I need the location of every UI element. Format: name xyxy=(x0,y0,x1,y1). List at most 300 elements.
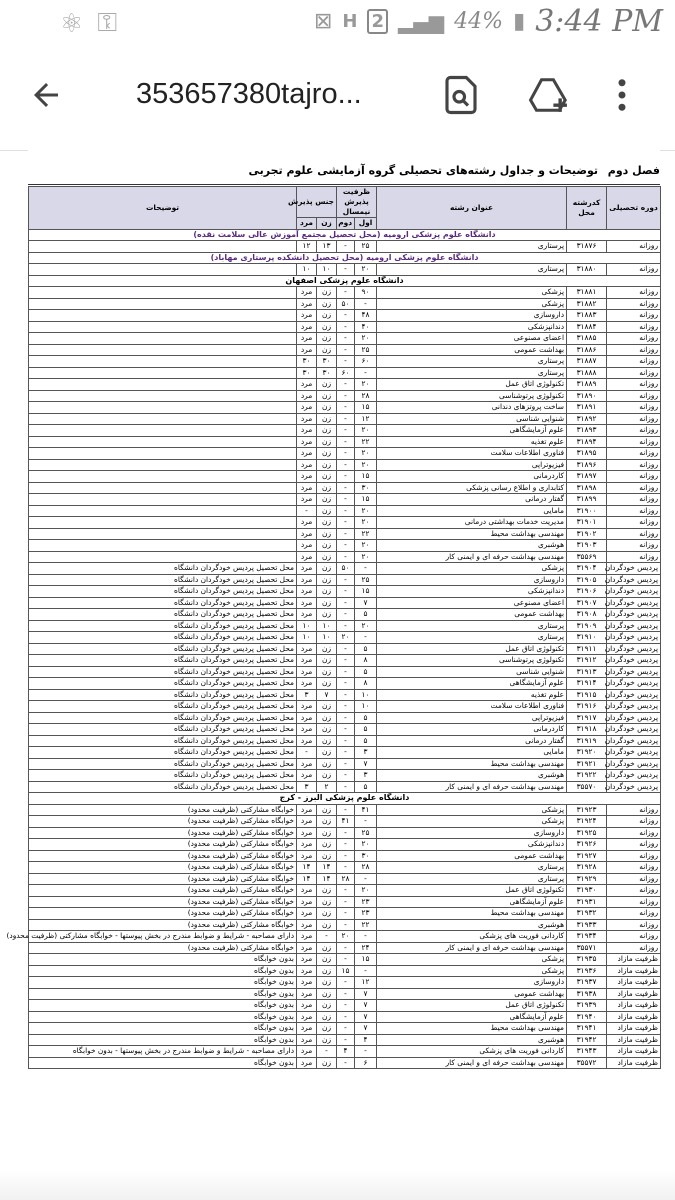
title-cell: پرستاری xyxy=(377,620,567,632)
male-cell: ۱۴ xyxy=(297,862,317,874)
table-row xyxy=(29,425,661,437)
cap-second-cell: - xyxy=(337,678,355,690)
notes-cell: محل تحصیل پردیس خودگردان دانشگاه xyxy=(29,609,297,621)
table-row xyxy=(29,620,661,632)
male-cell: مرد xyxy=(297,597,317,609)
title-cell: داروسازی xyxy=(377,977,567,989)
code-cell: ۳۱۸۹۴ xyxy=(567,436,607,448)
table-row xyxy=(29,298,661,310)
code-cell: ۳۱۹۱۷ xyxy=(567,712,607,724)
code-cell: ۳۱۹۰۷ xyxy=(567,597,607,609)
cap-second-cell: - xyxy=(337,942,355,954)
cap-first-cell: ۷ xyxy=(355,758,377,770)
back-button[interactable] xyxy=(28,76,76,124)
cap-first-cell: ۲۰ xyxy=(355,379,377,391)
title-cell: پزشکی xyxy=(377,287,567,299)
code-cell: ۳۱۸۹۱ xyxy=(567,402,607,414)
add-to-drive-button[interactable] xyxy=(528,74,576,122)
female-cell: زن xyxy=(317,528,337,540)
male-cell: مرد xyxy=(297,666,317,678)
cap-second-cell: - xyxy=(337,402,355,414)
female-cell: زن xyxy=(317,770,337,782)
code-cell: ۳۱۸۹۹ xyxy=(567,494,607,506)
col-male: مرد xyxy=(297,218,317,230)
female-cell: زن xyxy=(317,517,337,529)
university-row xyxy=(29,252,661,264)
cap-first-cell: ۷ xyxy=(355,1011,377,1023)
male-cell: مرد xyxy=(297,482,317,494)
course-cell: روزانه xyxy=(607,850,661,862)
cap-second-cell: - xyxy=(337,643,355,655)
table-row xyxy=(29,540,661,552)
title-cell: فناوری اطلاعات سلامت xyxy=(377,448,567,460)
male-cell: ۳ xyxy=(297,689,317,701)
title-cell: داروسازی xyxy=(377,310,567,322)
female-cell: زن xyxy=(317,379,337,391)
male-cell: مرد xyxy=(297,839,317,851)
cap-first-cell: ۴۰ xyxy=(355,321,377,333)
female-cell: زن xyxy=(317,896,337,908)
cap-first-cell: ۲۲ xyxy=(355,436,377,448)
course-cell: روزانه xyxy=(607,379,661,391)
col-cap-first: اول xyxy=(355,218,377,230)
male-cell: مرد xyxy=(297,678,317,690)
notes-cell xyxy=(29,287,297,299)
male-cell: مرد xyxy=(297,436,317,448)
male-cell: مرد xyxy=(297,551,317,563)
female-cell: زن xyxy=(317,954,337,966)
female-cell: زن xyxy=(317,482,337,494)
table-row xyxy=(29,896,661,908)
male-cell: مرد xyxy=(297,724,317,736)
title-cell: داروسازی xyxy=(377,827,567,839)
cap-second-cell: - xyxy=(337,896,355,908)
female-cell: زن xyxy=(317,839,337,851)
cap-second-cell: - xyxy=(337,241,355,253)
female-cell: زن xyxy=(317,643,337,655)
col-gender: جنس پذیرش xyxy=(297,187,337,218)
cap-second-cell: - xyxy=(337,264,355,276)
female-cell: زن xyxy=(317,1000,337,1012)
table-row xyxy=(29,310,661,322)
cap-first-cell: ۲۲ xyxy=(355,528,377,540)
course-cell: روزانه xyxy=(607,471,661,483)
course-cell: روزانه xyxy=(607,344,661,356)
university-row xyxy=(29,275,661,287)
notes-cell: محل تحصیل پردیس خودگردان دانشگاه xyxy=(29,701,297,713)
code-cell: ۳۱۹۲۳ xyxy=(567,804,607,816)
course-cell: روزانه xyxy=(607,827,661,839)
male-cell: مرد xyxy=(297,402,317,414)
cap-second-cell: - xyxy=(337,620,355,632)
notes-cell: خوابگاه مشارکتی (ظرفیت محدود) xyxy=(29,885,297,897)
title-cell: گفتار درمانی xyxy=(377,494,567,506)
table-row xyxy=(29,770,661,782)
title-cell: ساخت پروتزهای دندانی xyxy=(377,402,567,414)
male-cell: مرد xyxy=(297,1011,317,1023)
title-cell: مهندسی بهداشت محیط xyxy=(377,528,567,540)
cap-second-cell: - xyxy=(337,804,355,816)
cap-first-cell: ۲۰ xyxy=(355,425,377,437)
cap-first-cell: ۲۰ xyxy=(355,333,377,345)
course-cell: پردیس خودگردان xyxy=(607,643,661,655)
add-to-drive-icon xyxy=(528,74,572,116)
female-cell: ۱۰ xyxy=(317,264,337,276)
notes-cell: خوابگاه مشارکتی (ظرفیت محدود) xyxy=(29,850,297,862)
title-cell: پرستاری xyxy=(377,356,567,368)
cap-first-cell: ۴۱ xyxy=(355,804,377,816)
code-cell: ۳۱۹۳۴ xyxy=(567,931,607,943)
code-cell: ۳۵۵۷۲ xyxy=(567,1057,607,1069)
title-cell: پزشکی xyxy=(377,804,567,816)
title-cell: هوشبری xyxy=(377,1034,567,1046)
female-cell: زن xyxy=(317,1034,337,1046)
notes-cell: خوابگاه مشارکتی (ظرفیت محدود) xyxy=(29,827,297,839)
female-cell: زن xyxy=(317,402,337,414)
code-cell: ۳۱۹۳۰ xyxy=(567,885,607,897)
cap-first-cell: ۵ xyxy=(355,724,377,736)
title-cell: بهداشت عمومی xyxy=(377,344,567,356)
title-cell: پزشکی xyxy=(377,965,567,977)
title-cell: پزشکی xyxy=(377,816,567,828)
male-cell: مرد xyxy=(297,896,317,908)
male-cell: ۱۰ xyxy=(297,264,317,276)
title-cell: علوم آزمایشگاهی xyxy=(377,425,567,437)
table-row xyxy=(29,655,661,667)
cap-first-cell: ۵ xyxy=(355,712,377,724)
course-cell: پردیس خودگردان xyxy=(607,701,661,713)
course-cell: ظرفیت مازاد xyxy=(607,1057,661,1069)
cap-second-cell: - xyxy=(337,390,355,402)
notes-cell: محل تحصیل پردیس خودگردان دانشگاه xyxy=(29,563,297,575)
cap-first-cell: ۲۰ xyxy=(355,448,377,460)
male-cell: مرد xyxy=(297,965,317,977)
course-cell: روزانه xyxy=(607,517,661,529)
cap-second-cell: - xyxy=(337,908,355,920)
notes-cell: بدون خوابگاه xyxy=(29,977,297,989)
notes-cell: بدون خوابگاه xyxy=(29,1011,297,1023)
female-cell: ۳۰ xyxy=(317,356,337,368)
table-row xyxy=(29,873,661,885)
cap-first-cell: - xyxy=(355,873,377,885)
table-row xyxy=(29,758,661,770)
cap-first-cell: ۲۰ xyxy=(355,517,377,529)
title-cell: مهندسی بهداشت حرفه ای و ایمنی کار xyxy=(377,781,567,793)
title-cell: پرستاری xyxy=(377,862,567,874)
course-cell: ظرفیت مازاد xyxy=(607,1046,661,1058)
female-cell: زن xyxy=(317,850,337,862)
female-cell: زن xyxy=(317,425,337,437)
cap-first-cell: ۲۳ xyxy=(355,896,377,908)
course-cell: روزانه xyxy=(607,436,661,448)
table-row xyxy=(29,597,661,609)
cap-first-cell: ۱۵ xyxy=(355,402,377,414)
female-cell: زن xyxy=(317,747,337,759)
female-cell: زن xyxy=(317,563,337,575)
cap-first-cell: ۱۰ xyxy=(355,701,377,713)
course-cell: ظرفیت مازاد xyxy=(607,988,661,1000)
cap-second-cell: - xyxy=(337,333,355,345)
female-cell: زن xyxy=(317,344,337,356)
code-cell: ۳۱۹۳۸ xyxy=(567,988,607,1000)
course-cell: ظرفیت مازاد xyxy=(607,977,661,989)
cap-second-cell: - xyxy=(337,735,355,747)
bottom-edge xyxy=(0,1170,675,1200)
cap-first-cell: - xyxy=(355,367,377,379)
table-row xyxy=(29,781,661,793)
cap-first-cell: ۵ xyxy=(355,643,377,655)
title-cell: مهندسی بهداشت محیط xyxy=(377,908,567,920)
title-cell: پرستاری xyxy=(377,367,567,379)
notes-cell: بدون خوابگاه xyxy=(29,988,297,1000)
title-cell: تکنولوژی اتاق عمل xyxy=(377,885,567,897)
find-in-page-button[interactable] xyxy=(440,74,488,122)
cap-second-cell: - xyxy=(337,287,355,299)
cap-first-cell: ۲۰ xyxy=(355,620,377,632)
notes-cell xyxy=(29,425,297,437)
code-cell: ۳۱۹۳۵ xyxy=(567,954,607,966)
cap-second-cell: - xyxy=(337,356,355,368)
code-cell: ۳۱۹۱۸ xyxy=(567,724,607,736)
table-row xyxy=(29,459,661,471)
notes-cell xyxy=(29,471,297,483)
code-cell: ۳۱۹۰۴ xyxy=(567,563,607,575)
col-code: کدرشته محل xyxy=(567,187,607,230)
more-vert-icon xyxy=(612,74,632,116)
title-cell: مدیریت خدمات بهداشتی درمانی xyxy=(377,517,567,529)
code-cell: ۳۱۹۳۳ xyxy=(567,919,607,931)
cap-first-cell: ۷ xyxy=(355,1000,377,1012)
title-cell: پزشکی xyxy=(377,954,567,966)
table-row xyxy=(29,735,661,747)
male-cell: مرد xyxy=(297,517,317,529)
notes-cell xyxy=(29,379,297,391)
course-cell: روزانه xyxy=(607,896,661,908)
title-cell: تکنولوژی پرتوشناسی xyxy=(377,390,567,402)
table-row xyxy=(29,919,661,931)
cap-second-cell: - xyxy=(337,862,355,874)
no-signal-icon: ⊠ xyxy=(313,9,333,34)
course-cell: روزانه xyxy=(607,241,661,253)
table-row xyxy=(29,816,661,828)
title-cell: هوشبری xyxy=(377,540,567,552)
title-cell: تکنولوژی پرتوشناسی xyxy=(377,655,567,667)
cap-first-cell: ۲۵ xyxy=(355,241,377,253)
notes-cell xyxy=(29,413,297,425)
cap-first-cell: - xyxy=(355,1046,377,1058)
cap-second-cell: - xyxy=(337,1034,355,1046)
table-row xyxy=(29,379,661,391)
notes-cell: خوابگاه مشارکتی (ظرفیت محدود) xyxy=(29,873,297,885)
code-cell: ۳۱۸۸۴ xyxy=(567,321,607,333)
title-cell: تکنولوژی اتاق عمل xyxy=(377,1000,567,1012)
male-cell: مرد xyxy=(297,1046,317,1058)
cap-second-cell: - xyxy=(337,977,355,989)
table-row xyxy=(29,586,661,598)
table-row xyxy=(29,678,661,690)
cap-second-cell: - xyxy=(337,482,355,494)
course-cell: روزانه xyxy=(607,839,661,851)
notes-cell xyxy=(29,517,297,529)
female-cell: ۱۳ xyxy=(317,241,337,253)
course-cell: پردیس خودگردان xyxy=(607,620,661,632)
course-cell: روزانه xyxy=(607,804,661,816)
course-cell: روزانه xyxy=(607,413,661,425)
code-cell: ۳۱۸۸۷ xyxy=(567,356,607,368)
cap-second-cell: - xyxy=(337,494,355,506)
cap-first-cell: ۴ xyxy=(355,1034,377,1046)
male-cell: - xyxy=(297,505,317,517)
male-cell: مرد xyxy=(297,827,317,839)
code-cell: ۳۱۹۱۶ xyxy=(567,701,607,713)
code-cell: ۳۱۹۲۴ xyxy=(567,816,607,828)
title-cell: داروسازی xyxy=(377,574,567,586)
notes-cell xyxy=(29,551,297,563)
code-cell: ۳۱۹۰۸ xyxy=(567,609,607,621)
female-cell: زن xyxy=(317,988,337,1000)
table-row xyxy=(29,931,661,943)
cap-second-cell: - xyxy=(337,827,355,839)
male-cell: مرد xyxy=(297,574,317,586)
notes-cell xyxy=(29,540,297,552)
course-cell: پردیس خودگردان xyxy=(607,586,661,598)
cap-first-cell: ۵ xyxy=(355,609,377,621)
male-cell: مرد xyxy=(297,609,317,621)
cap-first-cell: ۲۵ xyxy=(355,574,377,586)
table-row xyxy=(29,333,661,345)
cap-second-cell: - xyxy=(337,471,355,483)
cap-second-cell: ۱۵ xyxy=(337,965,355,977)
notes-cell: محل تحصیل پردیس خودگردان دانشگاه xyxy=(29,781,297,793)
table-row xyxy=(29,241,661,253)
cap-first-cell: - xyxy=(355,816,377,828)
male-cell: مرد xyxy=(297,770,317,782)
title-cell: مهندسی بهداشت حرفه ای و ایمنی کار xyxy=(377,551,567,563)
male-cell: مرد xyxy=(297,1034,317,1046)
course-cell: ظرفیت مازاد xyxy=(607,1000,661,1012)
title-cell: اعضای مصنوعی xyxy=(377,333,567,345)
title-cell: هوشبری xyxy=(377,770,567,782)
notes-cell xyxy=(29,402,297,414)
male-cell: ۱۰ xyxy=(297,632,317,644)
course-cell: پردیس خودگردان xyxy=(607,609,661,621)
code-cell: ۳۱۹۱۴ xyxy=(567,678,607,690)
cap-second-cell: ۲۰ xyxy=(337,632,355,644)
male-cell: مرد xyxy=(297,655,317,667)
cap-first-cell: - xyxy=(355,298,377,310)
table-row xyxy=(29,1034,661,1046)
code-cell: ۳۱۹۳۱ xyxy=(567,896,607,908)
title-cell: تکنولوژی اتاق عمل xyxy=(377,379,567,391)
cap-first-cell: - xyxy=(355,632,377,644)
title-cell: فیزیوتراپی xyxy=(377,459,567,471)
course-cell: پردیس خودگردان xyxy=(607,758,661,770)
code-cell: ۳۱۹۴۰ xyxy=(567,1011,607,1023)
title-cell: شنوایی شناسی xyxy=(377,666,567,678)
title-cell: فناوری اطلاعات سلامت xyxy=(377,701,567,713)
title-cell: بهداشت عمومی xyxy=(377,609,567,621)
female-cell: زن xyxy=(317,609,337,621)
cap-first-cell: ۳۰ xyxy=(355,482,377,494)
male-cell: مرد xyxy=(297,735,317,747)
notes-cell: محل تحصیل پردیس خودگردان دانشگاه xyxy=(29,620,297,632)
code-cell: ۳۱۸۹۷ xyxy=(567,471,607,483)
title-cell: مامایی xyxy=(377,747,567,759)
male-cell: مرد xyxy=(297,494,317,506)
course-cell: روزانه xyxy=(607,310,661,322)
document-page xyxy=(6,150,660,1170)
code-cell: ۳۱۹۱۳ xyxy=(567,666,607,678)
female-cell: زن xyxy=(317,310,337,322)
clock: 3:44 PM xyxy=(535,4,663,39)
col-female: زن xyxy=(317,218,337,230)
female-cell: ۲ xyxy=(317,781,337,793)
course-cell: روزانه xyxy=(607,551,661,563)
title-cell: تکنولوژی اتاق عمل xyxy=(377,643,567,655)
title-cell: علوم تغذیه xyxy=(377,689,567,701)
cap-first-cell: ۷ xyxy=(355,1023,377,1035)
code-cell: ۳۱۹۰۱ xyxy=(567,517,607,529)
male-cell: مرد xyxy=(297,908,317,920)
notes-cell: خوابگاه مشارکتی (ظرفیت محدود) xyxy=(29,804,297,816)
cap-second-cell: - xyxy=(337,505,355,517)
male-cell: مرد xyxy=(297,448,317,460)
table-row xyxy=(29,1000,661,1012)
female-cell: زن xyxy=(317,333,337,345)
table-row xyxy=(29,448,661,460)
male-cell: مرد xyxy=(297,701,317,713)
network-type: H xyxy=(342,11,358,32)
male-cell: مرد xyxy=(297,758,317,770)
male-cell: مرد xyxy=(297,344,317,356)
cap-second-cell: ۴۱ xyxy=(337,816,355,828)
cap-first-cell: ۴۸ xyxy=(355,310,377,322)
table-row xyxy=(29,471,661,483)
title-cell: گفتار درمانی xyxy=(377,735,567,747)
key-icon: ⚿ xyxy=(97,8,118,38)
male-cell: مرد xyxy=(297,1057,317,1069)
course-cell: روزانه xyxy=(607,321,661,333)
code-cell: ۳۱۹۴۱ xyxy=(567,1023,607,1035)
code-cell: ۳۱۹۲۶ xyxy=(567,839,607,851)
course-cell: پردیس خودگردان xyxy=(607,712,661,724)
notes-cell: خوابگاه مشارکتی (ظرفیت محدود) xyxy=(29,816,297,828)
course-cell: ظرفیت مازاد xyxy=(607,1011,661,1023)
notes-cell: دارای مصاحبه - شرایط و ضوابط مندرج در بخش پیوستها - بدون خوابگاه xyxy=(29,1046,297,1058)
code-cell: ۳۱۹۴۳ xyxy=(567,1046,607,1058)
notes-cell xyxy=(29,264,297,276)
code-cell: ۳۱۹۱۱ xyxy=(567,643,607,655)
course-cell: پردیس خودگردان xyxy=(607,678,661,690)
code-cell: ۳۱۹۲۰ xyxy=(567,747,607,759)
code-cell: ۳۱۹۰۵ xyxy=(567,574,607,586)
cap-first-cell: ۱۰ xyxy=(355,689,377,701)
notes-cell: خوابگاه مشارکتی (ظرفیت محدود) xyxy=(29,839,297,851)
female-cell: زن xyxy=(317,505,337,517)
title-cell: علوم آزمایشگاهی xyxy=(377,896,567,908)
notes-cell xyxy=(29,528,297,540)
female-cell: زن xyxy=(317,655,337,667)
table-row xyxy=(29,367,661,379)
table-row xyxy=(29,954,661,966)
course-cell: روزانه xyxy=(607,816,661,828)
code-cell: ۳۱۸۹۰ xyxy=(567,390,607,402)
more-options-button[interactable] xyxy=(612,74,660,122)
title-cell: مهندسی بهداشت حرفه ای و ایمنی کار xyxy=(377,1057,567,1069)
female-cell: ۷ xyxy=(317,689,337,701)
female-cell: زن xyxy=(317,494,337,506)
female-cell: زن xyxy=(317,459,337,471)
